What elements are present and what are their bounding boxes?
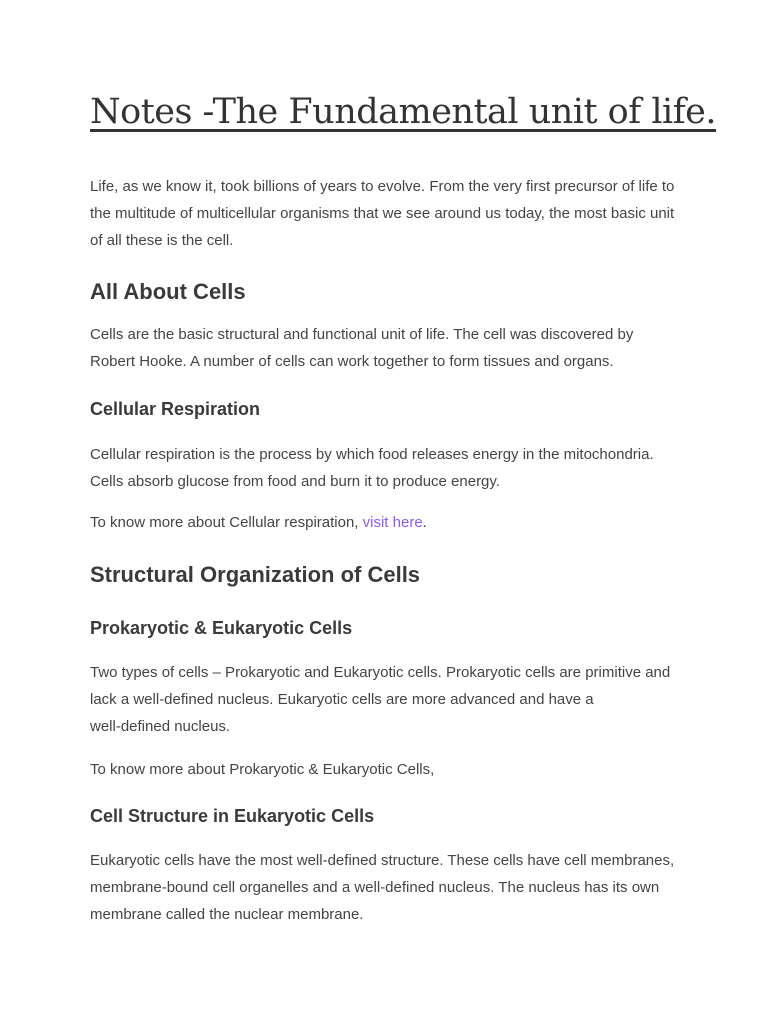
prokaryotic-eukaryotic-more xyxy=(90,756,434,783)
page-title: Notes -The Fundamental unit of life. xyxy=(90,92,716,132)
cellular-respiration-paragraph xyxy=(90,441,654,495)
cell-structure-line-2: membrane-bound cell organelles and a well-defined nucleus. The nucleus has its own xyxy=(90,879,660,896)
prokaryotic-eukaryotic-more-line: To know more about Prokaryotic & Eukaryotic Cells, xyxy=(90,761,435,778)
cellular-respiration-more xyxy=(90,509,427,536)
cellular-respiration-more-suffix: . xyxy=(422,514,427,531)
prokaryotic-eukaryotic-line-3: well-defined nucleus. xyxy=(90,718,231,735)
cell-structure-line-3: membrane called the nuclear membrane. xyxy=(90,906,364,923)
all-about-cells-line-2: Robert Hooke. A number of cells can work together to form tissues and organs. xyxy=(90,353,614,370)
intro-line-3: of all these is the cell. xyxy=(90,232,234,249)
intro-line-1: Life, as we know it, took billions of years to evolve. From the very first precursor of life to xyxy=(90,178,675,195)
cell-structure-line-1: Eukaryotic cells have the most well-defined structure. These cells have cell membranes, xyxy=(90,852,675,869)
heading-cell-structure: Cell Structure in Eukaryotic Cells xyxy=(90,806,375,826)
prokaryotic-eukaryotic-paragraph xyxy=(90,659,670,740)
heading-all-about-cells: All About Cells xyxy=(90,279,246,304)
heading-cellular-respiration: Cellular Respiration xyxy=(90,399,261,419)
cell-structure-paragraph xyxy=(90,847,674,928)
prokaryotic-eukaryotic-line-2: lack a well-defined nucleus. Eukaryotic cells are more advanced and have a xyxy=(90,691,594,708)
heading-prokaryotic-eukaryotic: Prokaryotic & Eukaryotic Cells xyxy=(90,618,353,638)
visit-here-link[interactable]: visit here xyxy=(362,514,423,531)
prokaryotic-eukaryotic-line-1: Two types of cells – Prokaryotic and Eukaryotic cells. Prokaryotic cells are primitive and xyxy=(90,664,671,681)
all-about-cells-line-1: Cells are the basic structural and functional unit of life. The cell was discovered by xyxy=(90,326,634,343)
heading-structural-organization: Structural Organization of Cells xyxy=(90,562,421,587)
all-about-cells-paragraph xyxy=(90,321,633,375)
intro-line-2: the multitude of multicellular organisms that we see around us today, the most basic unit xyxy=(90,205,675,222)
cellular-respiration-line-1: Cellular respiration is the process by which food releases energy in the mitochondria. xyxy=(90,446,654,463)
cellular-respiration-more-prefix: To know more about Cellular respiration, xyxy=(90,514,363,531)
cellular-respiration-more-line xyxy=(90,509,427,536)
cellular-respiration-line-2: Cells absorb glucose from food and burn it to produce energy. xyxy=(90,473,500,490)
intro-paragraph xyxy=(90,173,674,254)
